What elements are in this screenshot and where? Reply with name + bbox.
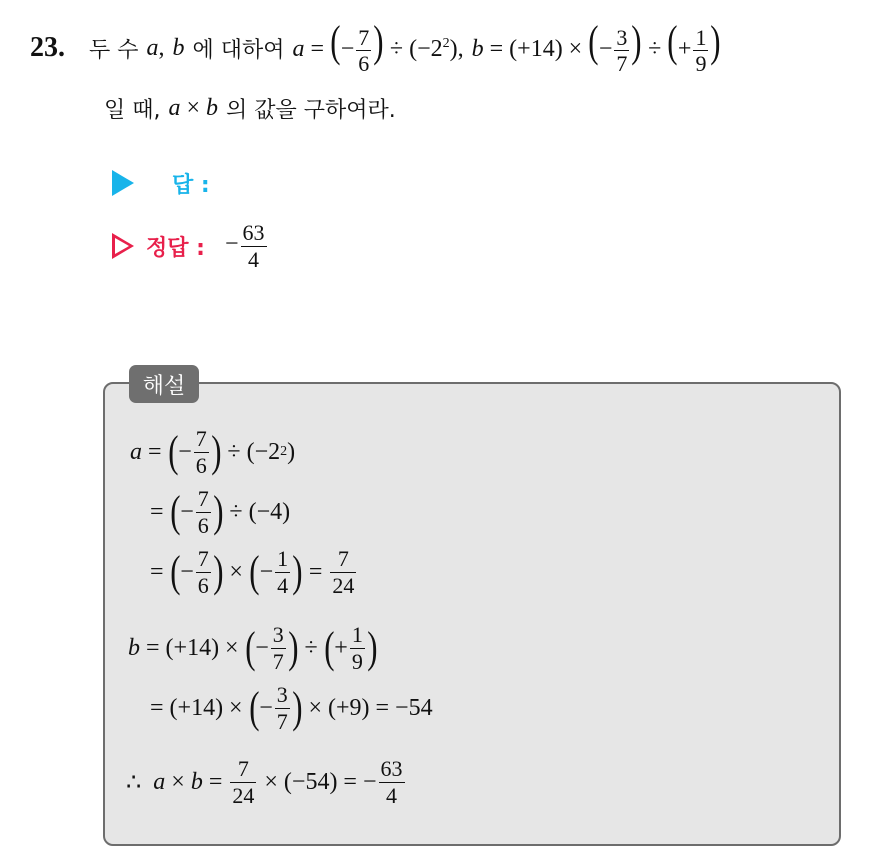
explanation-line-2: = ( − $\frac{7}{6}$ ) ÷ (−4) bbox=[150, 486, 291, 538]
explanation-line-4: b = (+14) × ( − $\frac{3}{7}$ ) ÷ ( + $\frac{1}{9}$ ) bbox=[128, 622, 378, 674]
explanation-tag: 해설 bbox=[129, 365, 199, 403]
expression-a-times-b: a × b bbox=[168, 94, 219, 121]
explanation-line-5: = (+14) × ( − $\frac{3}{7}$ ) × (+9) = −54 bbox=[150, 682, 433, 734]
solution-arrow-icon bbox=[112, 233, 134, 259]
explanation-line-3: = ( − $\frac{7}{6}$ ) × ( − $\frac{1}{4}$ ) = $\frac{7}{24}$ bbox=[150, 546, 355, 598]
comma: , bbox=[158, 34, 165, 61]
question-line-2 bbox=[104, 88, 396, 128]
explanation-line-6: ∴ a × b = $\frac{7}{24}$ × (−54) = − $\frac{63}{4}$ bbox=[126, 756, 403, 808]
question-number: 23. bbox=[30, 32, 65, 63]
variable-b: b bbox=[172, 34, 185, 61]
solution-label: 정답 : bbox=[146, 235, 205, 261]
question-line2-pre: 일 때, bbox=[104, 97, 161, 123]
explanation-line-1: a = ( − $\frac{7}{6}$ ) ÷ (−2 2 ) bbox=[130, 426, 296, 478]
answer-label: 답 : bbox=[172, 172, 210, 198]
solution-value: − $\frac{63}{4}$ bbox=[224, 220, 265, 272]
answer-arrow-icon bbox=[112, 170, 134, 196]
therefore-symbol: ∴ bbox=[126, 769, 142, 796]
question-intro-text: 두 수 bbox=[89, 37, 139, 63]
expression-b: b = (+14) × (− $\frac{3}{7}$ ) ÷ (+ $\frac{1}{9}$ ) bbox=[471, 17, 721, 77]
answer-row bbox=[112, 168, 210, 198]
question-condition-text: 에 대하여 bbox=[192, 37, 285, 63]
question-line2-post: 의 값을 구하여라. bbox=[226, 97, 396, 123]
question-line-1 bbox=[30, 18, 721, 78]
solution-row bbox=[112, 216, 269, 276]
expression-a: a = (− $\frac{7}{6}$ ) ÷ $(-2^2)$, bbox=[292, 17, 464, 77]
variable-a: a bbox=[146, 34, 159, 61]
